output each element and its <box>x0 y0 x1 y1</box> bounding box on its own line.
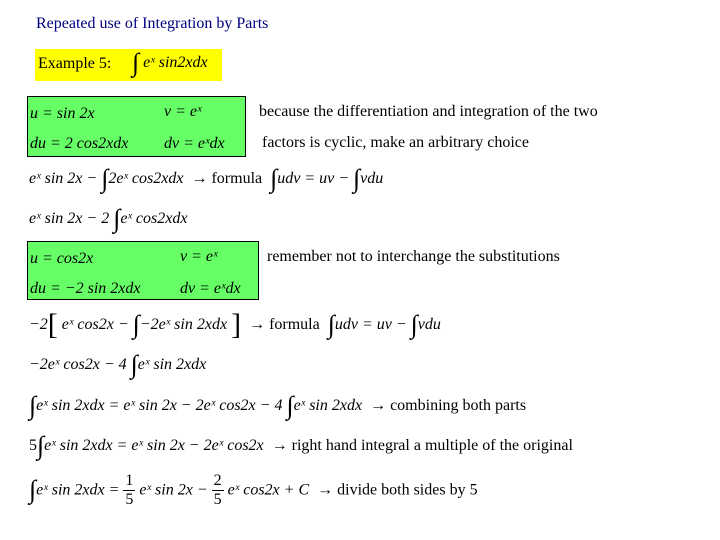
integral-sign: ∫ <box>132 310 140 339</box>
note1-line1: because the differentiation and integration of the two <box>259 103 598 120</box>
step5-label: combining both parts <box>390 397 527 414</box>
box2-v: v = eˣ <box>180 248 218 265</box>
step1-integral: 2eˣ cos2xdx <box>108 170 184 187</box>
integral-sign: ∫ <box>286 391 294 420</box>
integral-sign: ∫ <box>410 310 418 339</box>
integral-sign: ∫ <box>130 350 138 379</box>
step4-left: −2eˣ cos2x − 4 <box>29 356 127 373</box>
note2: remember not to interchange the substitutions <box>267 248 560 265</box>
step1-formula-b: vdu <box>360 170 384 187</box>
box1-du: du = 2 cos2xdx <box>30 135 129 152</box>
open-bracket: [ <box>47 308 58 341</box>
step1-left: eˣ sin 2x − <box>29 170 98 187</box>
fraction-one-fifth <box>123 472 135 509</box>
integral-sign: ∫ <box>132 48 140 77</box>
step1-formula-a: udv = uv − <box>277 170 350 187</box>
note1-line2: factors is cyclic, make an arbitrary choice <box>262 134 529 151</box>
step2 <box>29 206 187 232</box>
box1-u: u = sin 2x <box>30 105 95 122</box>
integral-sign: ∫ <box>353 164 361 193</box>
box1-v: v = eˣ <box>164 103 202 120</box>
box2-u: u = cos2x <box>30 250 94 267</box>
step6-label: right hand integral a multiple of the original <box>291 437 573 454</box>
step3-label: formula <box>269 316 320 333</box>
integral-sign: ∫ <box>37 431 45 460</box>
integral-sign: ∫ <box>270 164 278 193</box>
page-title: Repeated use of Integration by Parts <box>36 15 269 32</box>
step5-integral1: eˣ sin 2xdx = eˣ sin 2x − 2eˣ cos2x − 4 <box>36 397 283 414</box>
frac2-num: 2 <box>213 472 222 489</box>
step3-left: −2 <box>29 316 48 333</box>
step1 <box>29 166 383 192</box>
example-integral: eˣ sin2xdx <box>143 54 208 71</box>
arrow-icon: → <box>271 437 288 454</box>
step3-inner: eˣ cos2x − <box>61 316 129 333</box>
step1-label: formula <box>211 170 263 187</box>
step5-integral2: eˣ sin 2xdx <box>293 397 363 414</box>
integral-sign: ∫ <box>101 164 109 193</box>
step7-lhs: eˣ sin 2xdx = <box>36 481 120 499</box>
frac1-num: 1 <box>125 472 134 489</box>
step5 <box>29 393 526 419</box>
step3-integral: −2eˣ sin 2xdx <box>139 316 228 333</box>
arrow-icon: → <box>191 170 208 187</box>
step3-formula-b: vdu <box>417 316 441 333</box>
step7-rhs: eˣ cos2x + C <box>227 481 310 499</box>
step7-label: divide both sides by 5 <box>337 481 478 499</box>
step6-expr: eˣ sin 2xdx = eˣ sin 2x − 2eˣ cos2x <box>44 437 264 454</box>
step7-mid: eˣ sin 2x − <box>139 481 208 499</box>
fraction-two-fifths <box>212 472 224 509</box>
box1-dv: dv = eˣdx <box>164 135 225 152</box>
frac2-den: 5 <box>213 491 222 508</box>
arrow-icon: → <box>249 316 266 333</box>
step7 <box>29 472 478 509</box>
frac1-den: 5 <box>125 491 134 508</box>
step2-integral: eˣ cos2xdx <box>120 210 188 227</box>
integral-sign: ∫ <box>327 310 335 339</box>
arrow-icon: → <box>317 481 334 499</box>
arrow-icon: → <box>370 397 387 414</box>
substitution-box-2 <box>27 241 259 300</box>
step6 <box>29 433 573 459</box>
step3 <box>29 310 441 340</box>
integral-sign: ∫ <box>29 475 37 505</box>
close-bracket: ] <box>231 308 242 341</box>
step2-left: eˣ sin 2x − 2 <box>29 210 110 227</box>
example-label: Example 5: <box>38 55 112 72</box>
example-expression <box>132 50 208 76</box>
integral-sign: ∫ <box>29 391 37 420</box>
step4-integral: eˣ sin 2xdx <box>137 356 207 373</box>
box2-du: du = −2 sin 2xdx <box>30 280 141 297</box>
box2-dv: dv = eˣdx <box>180 280 241 297</box>
example-box <box>35 49 222 81</box>
integral-sign: ∫ <box>113 204 121 233</box>
step3-formula-a: udv = uv − <box>334 316 407 333</box>
step4 <box>29 352 206 378</box>
substitution-box-1 <box>27 96 246 157</box>
step6-coef: 5 <box>29 437 37 454</box>
